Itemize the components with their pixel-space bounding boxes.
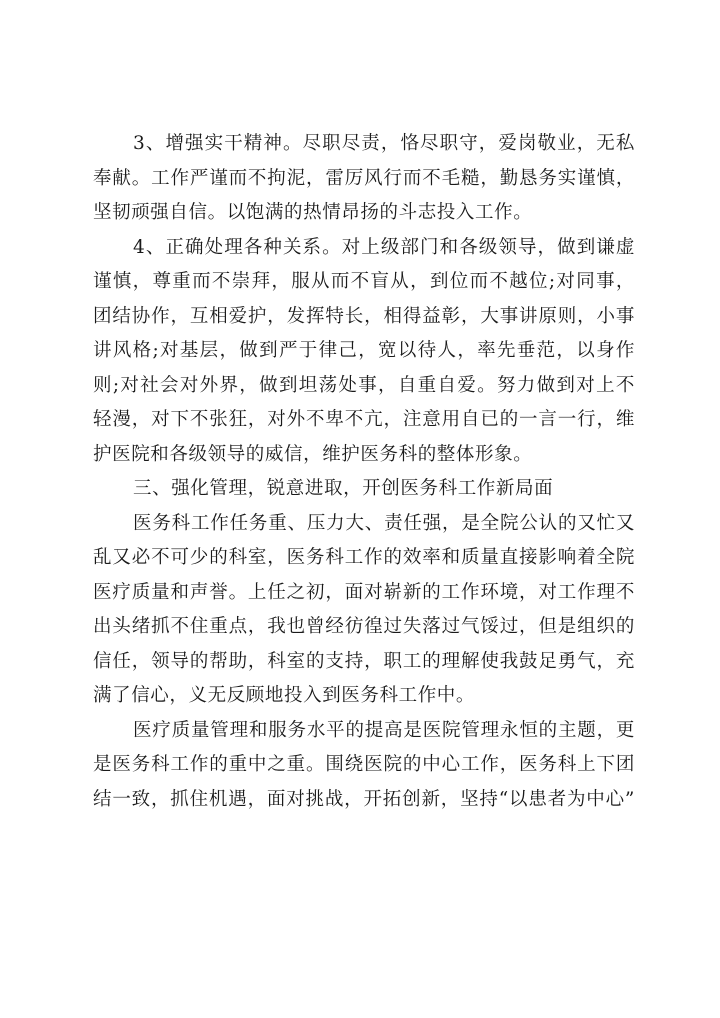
text-line: 讲风格;对基层，做到严于律己，宽以待人，率先垂范，以身作: [93, 340, 635, 361]
text-line: 信任，领导的帮助，科室的支持，职工的理解使我鼓足勇气，充: [93, 650, 635, 672]
text-line: 则;对社会对外界，做到坦荡处事，自重自爱。努力做到对上不: [93, 374, 635, 396]
text-line: 结一致，抓住机遇，面对挑战，开拓创新，坚持“以患者为中心”: [93, 788, 635, 810]
text-line: 3、增强实干精神。尽职尽责，恪尽职守，爱岗敬业，无私: [133, 133, 635, 154]
text-line: 满了信心，义无反顾地投入到医务科工作中。: [93, 685, 476, 706]
text-line: 是医务科工作的重中之重。围绕医院的中心工作，医务科上下团: [93, 754, 635, 775]
text-line: 奉献。工作严谨而不拘泥，雷厉风行而不毛糙，勤恳务实谨慎，: [93, 167, 635, 189]
text-line: 医疗质量和声誉。上任之初，面对崭新的工作环境，对工作理不: [93, 581, 635, 603]
text-line: 轻漫，对下不张狂，对外不卑不亢，注意用自已的一言一行，维: [93, 409, 635, 430]
text-line: 4、正确处理各种关系。对上级部门和各级领导，做到谦虚: [133, 236, 635, 258]
text-line: 坚韧顽强自信。以饱满的热情昂扬的斗志投入工作。: [93, 202, 533, 223]
document-body: [93, 127, 635, 817]
text-line: 乱又必不可少的科室，医务科工作的效率和质量直接影响着全院: [93, 547, 635, 568]
section-heading: 三、强化管理，锐意进取，开创医务科工作新局面: [133, 478, 554, 499]
text-line: 出头绪抓不住重点，我也曾经彷徨过失落过气馁过，但是组织的: [93, 616, 635, 637]
text-line: 护医院和各级领导的威信，维护医务科的整体形象。: [93, 443, 533, 465]
text-line: 医务科工作任务重、压力大、责任强，是全院公认的又忙又: [133, 512, 635, 534]
text-line: 团结协作，互相爱护，发挥特长，相得益彰，大事讲原则，小事: [93, 305, 635, 327]
text-line: 谨慎，尊重而不崇拜，服从而不盲从，到位而不越位;对同事，: [93, 271, 635, 292]
text-line: 医疗质量管理和服务水平的提高是医院管理永恒的主题，更: [133, 719, 635, 741]
